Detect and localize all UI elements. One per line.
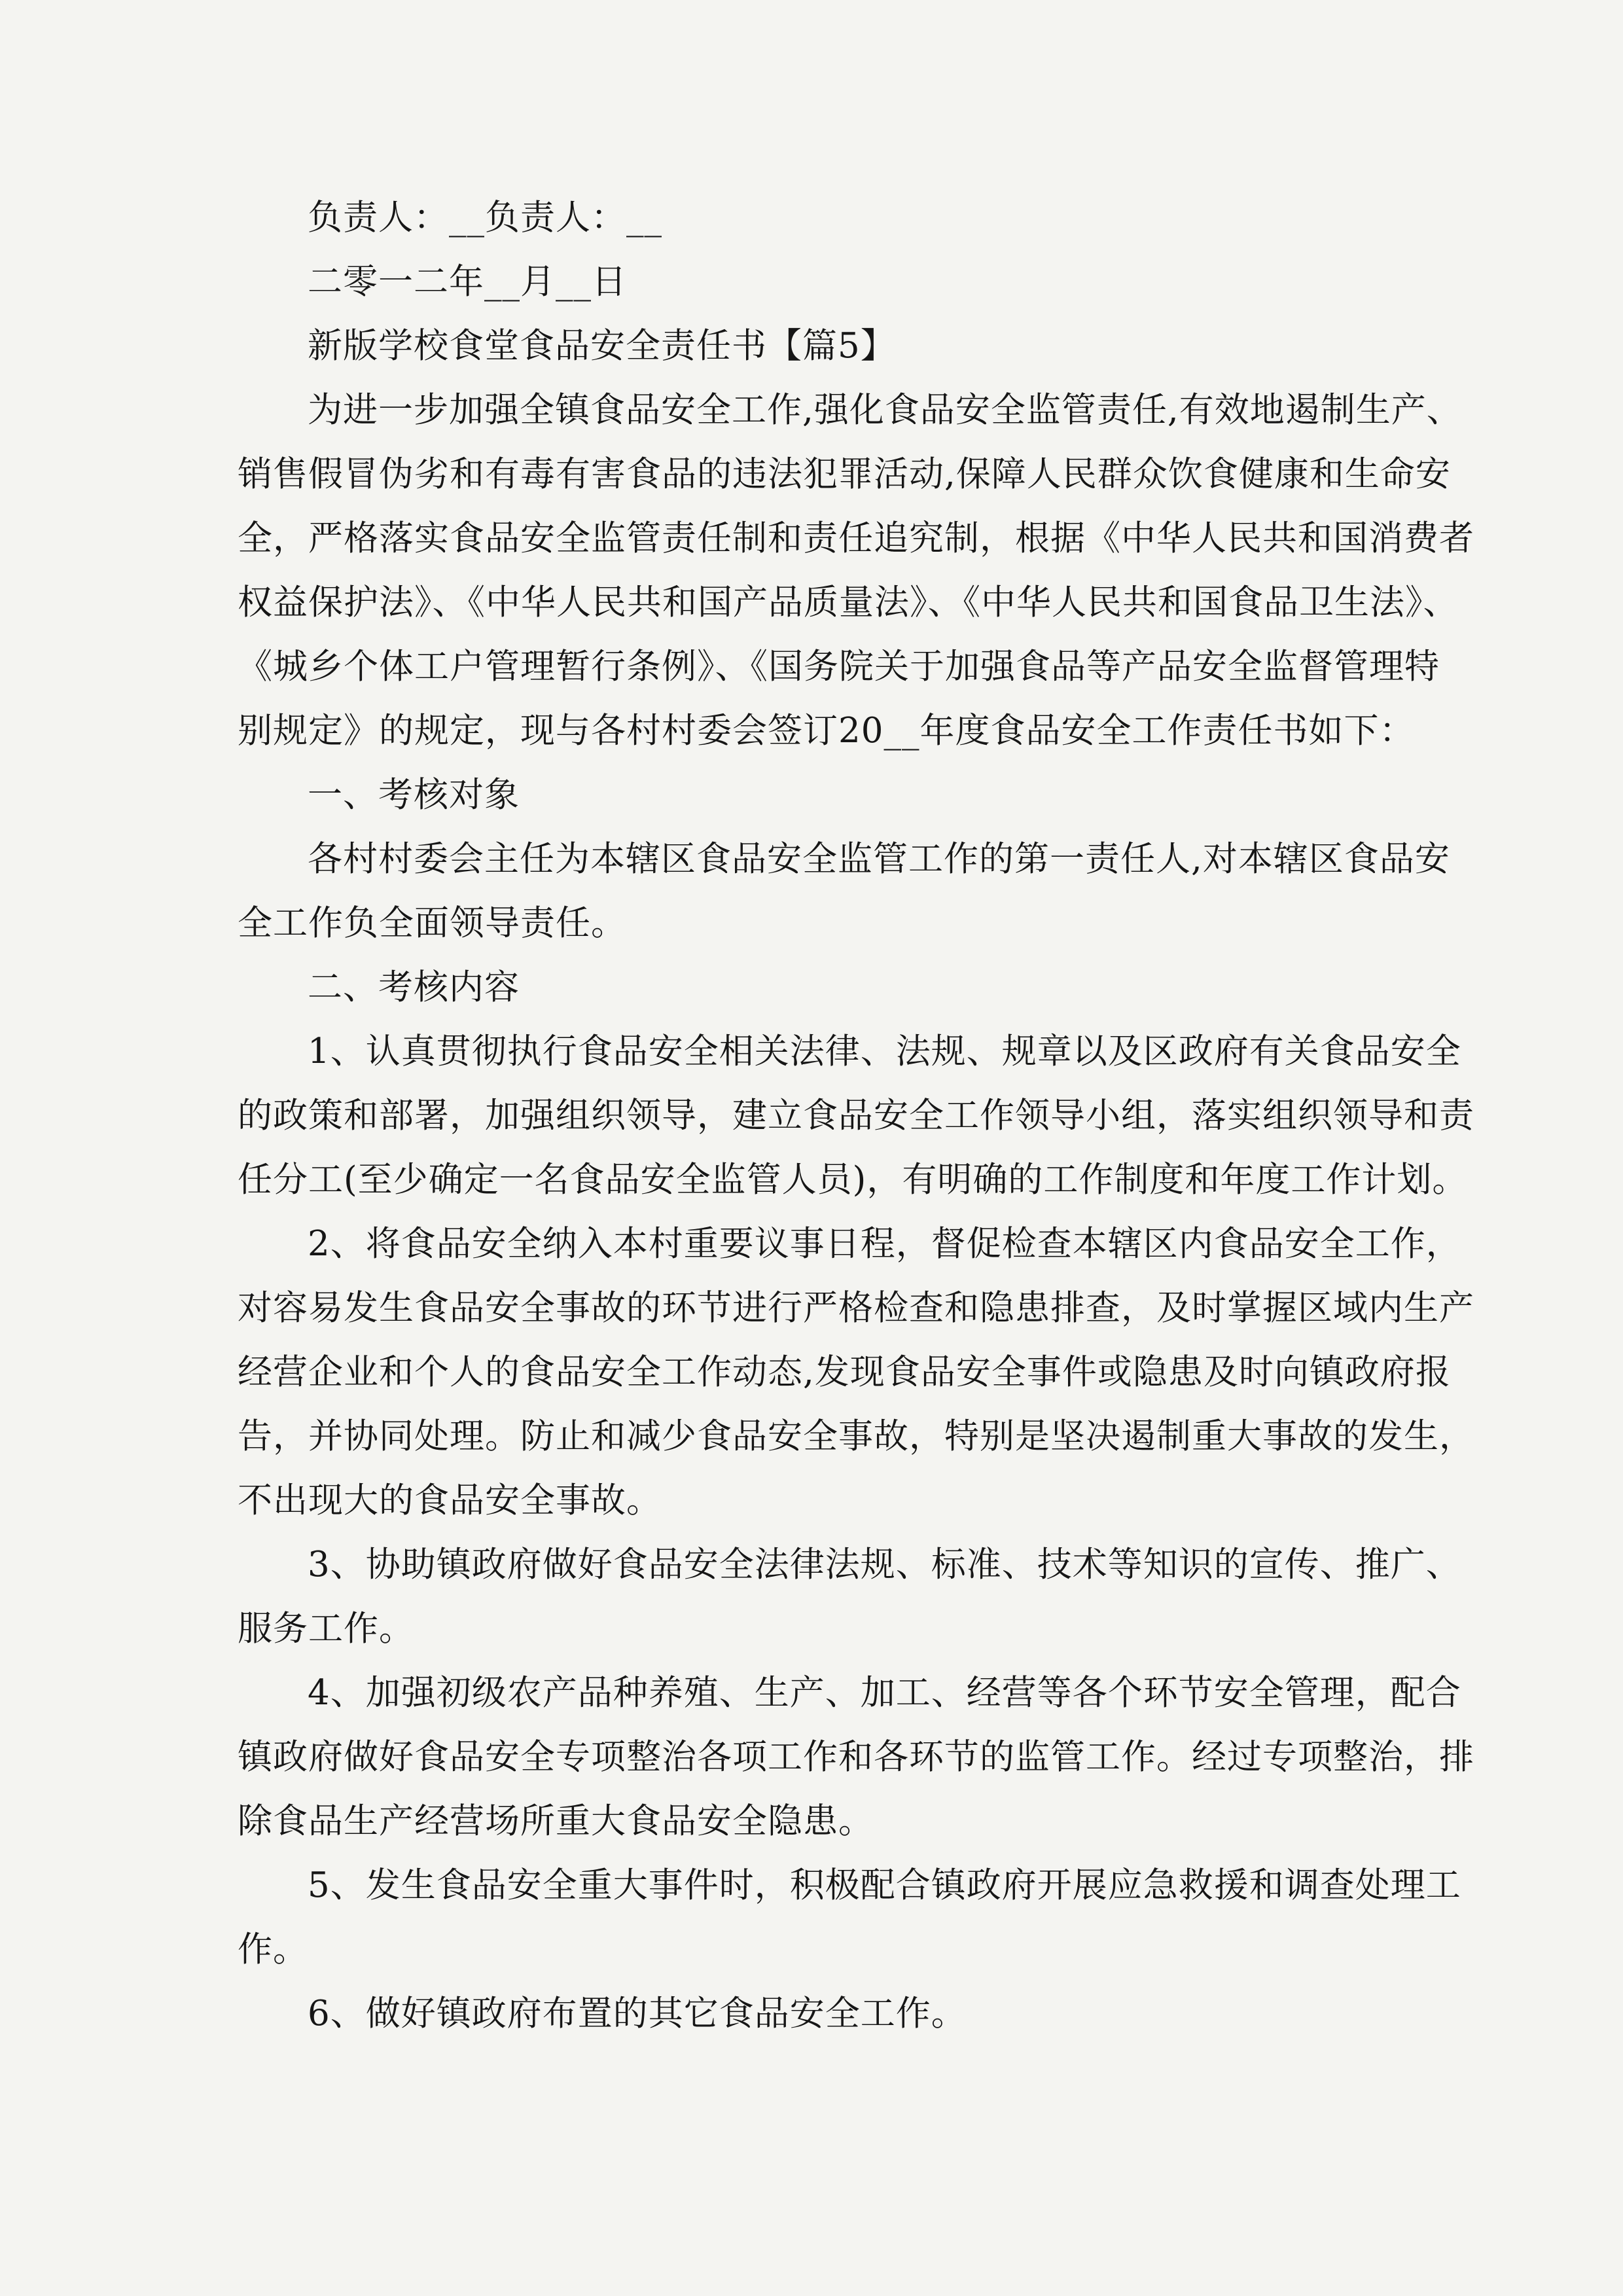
text-line: 经营企业和个人的食品安全工作动态,发现食品安全事件或隐患及时向镇政府报 <box>238 1352 1451 1392</box>
text-line: 一、考核对象 <box>308 775 520 815</box>
text-line: 服务工作。 <box>238 1609 414 1649</box>
text-line: 4、加强初级农产品种养殖、生产、加工、经营等各个环节安全管理，配合 <box>308 1673 1461 1713</box>
text-line: 任分工(至少确定一名食品安全监管人员)，有明确的工作制度和年度工作计划。 <box>238 1160 1468 1200</box>
text-line: 作。 <box>238 1929 308 1969</box>
text-line: 权益保护法》、《中华人民共和国产品质量法》、《中华人民共和国食品卫生法》、 <box>238 583 1459 622</box>
text-line: 全，严格落实食品安全监管责任制和责任追究制，根据《中华人民共和国消费者 <box>238 518 1474 558</box>
text-line: 别规定》的规定，现与各村村委会签订20__年度食品安全工作责任书如下： <box>238 711 1415 751</box>
document-lines <box>238 186 1474 2046</box>
text-line: 6、做好镇政府布置的其它食品安全工作。 <box>308 1994 967 2034</box>
text-line: 除食品生产经营场所重大食品安全隐患。 <box>238 1801 874 1841</box>
text-line: 1、认真贯彻执行食品安全相关法律、法规、规章以及区政府有关食品安全 <box>308 1031 1461 1071</box>
text-line: 销售假冒伪劣和有毒有害食品的违法犯罪活动,保障人民群众饮食健康和生命安 <box>238 454 1451 494</box>
text-line: 对容易发生食品安全事故的环节进行严格检查和隐患排查，及时掌握区域内生产 <box>238 1288 1474 1328</box>
text-line: 的政策和部署，加强组织领导，建立食品安全工作领导小组，落实组织领导和责 <box>238 1096 1474 1136</box>
text-line: 二零一二年__月__日 <box>308 262 627 302</box>
text-line: 不出现大的食品安全事故。 <box>238 1480 662 1520</box>
text-line: 2、将食品安全纳入本村重要议事日程，督促检查本辖区内食品安全工作， <box>308 1224 1461 1264</box>
text-line: 全工作负全面领导责任。 <box>238 903 626 943</box>
text-line: 镇政府做好食品安全专项整治各项工作和各环节的监管工作。经过专项整治，排 <box>238 1737 1474 1777</box>
text-line: 为进一步加强全镇食品安全工作,强化食品安全监管责任,有效地遏制生产、 <box>308 390 1462 430</box>
text-line: 告，并协同处理。防止和减少食品安全事故，特别是坚决遏制重大事故的发生， <box>238 1416 1474 1456</box>
text-line: 各村村委会主任为本辖区食品安全监管工作的第一责任人,对本辖区食品安 <box>308 839 1450 879</box>
text-line: 新版学校食堂食品安全责任书【篇5】 <box>308 326 896 366</box>
text-line: 3、协助镇政府做好食品安全法律法规、标准、技术等知识的宣传、推广、 <box>308 1545 1461 1585</box>
text-line: 5、发生食品安全重大事件时，积极配合镇政府开展应急救援和调查处理工 <box>308 1865 1461 1905</box>
text-line: 二、考核内容 <box>308 967 520 1007</box>
text-line: 负责人：__负责人：__ <box>308 198 662 238</box>
text-line: 《城乡个体工户管理暂行条例》、《国务院关于加强食品等产品安全监督管理特 <box>238 647 1440 687</box>
